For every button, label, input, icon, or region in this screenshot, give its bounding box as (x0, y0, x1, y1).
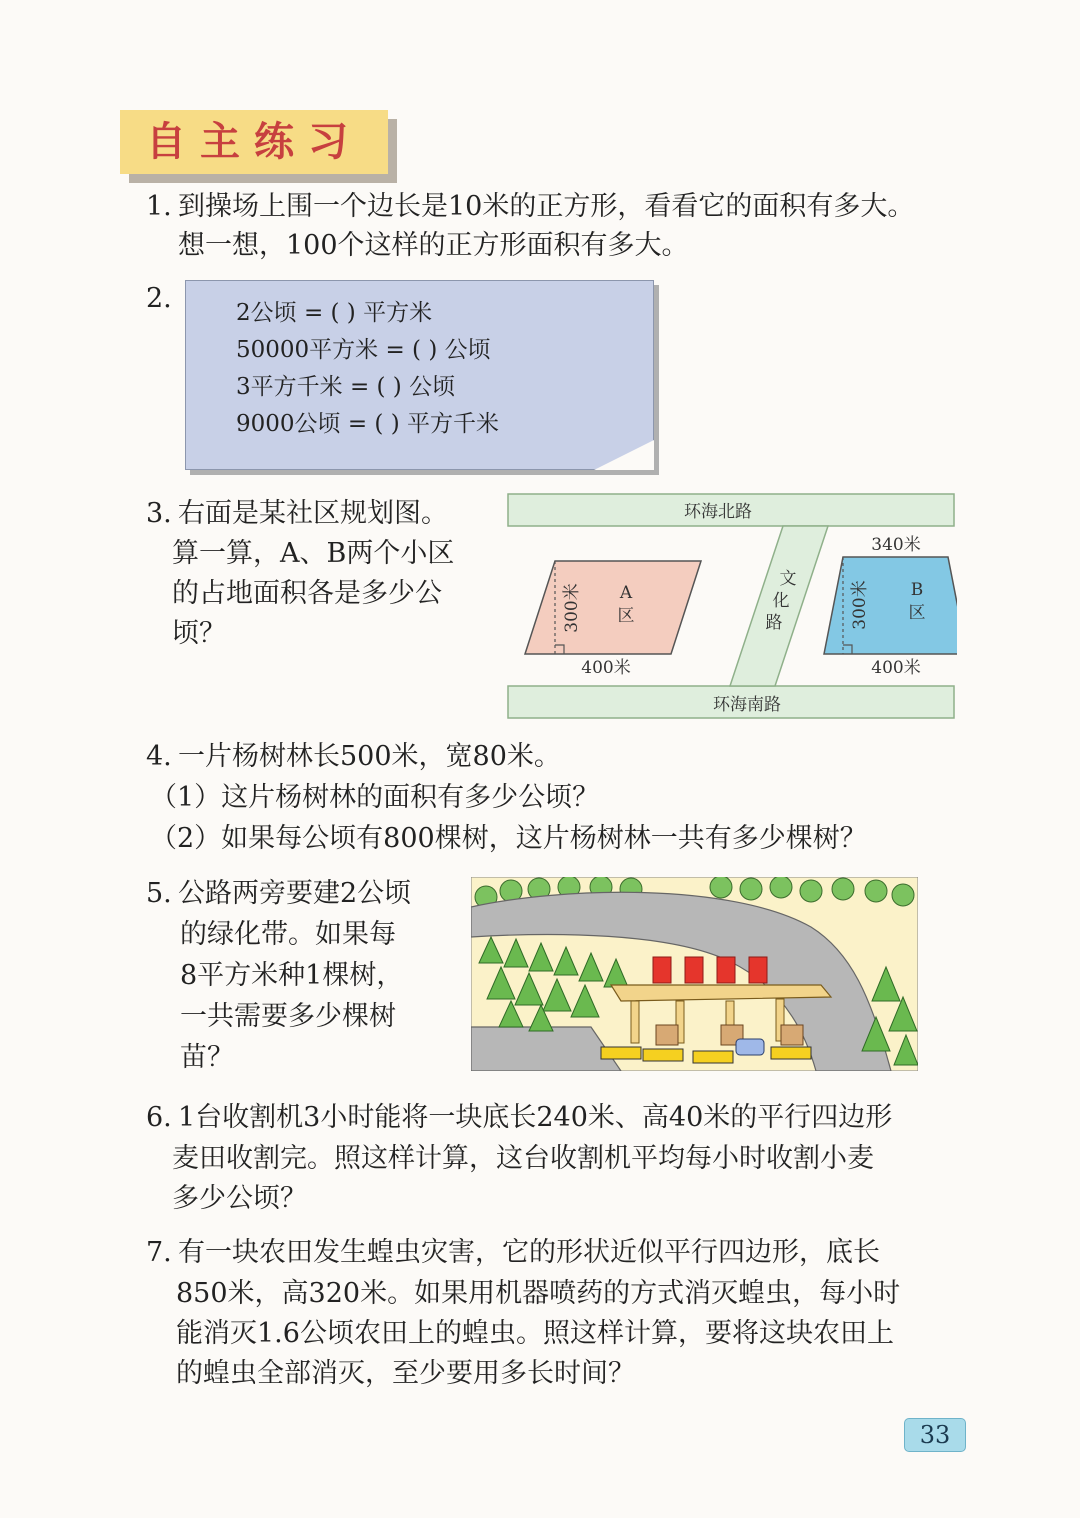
south-road-label: 环海南路 (713, 695, 781, 715)
q4-number: 4. (146, 741, 172, 772)
q4-line-2: （1）这片杨树林的面积有多少公顷？ (150, 782, 600, 813)
zone-b-base-label: 400米 (871, 658, 921, 678)
section-title-banner (120, 110, 388, 174)
q5-line-2: 的绿化带。如果每 (180, 919, 396, 950)
q5-line-3: 8平方米种1棵树， (180, 960, 404, 991)
q6-line-1: 1台收割机3小时能将一块底长240米、高40米的平行四边形 (178, 1102, 893, 1133)
q7-line-2: 850米，高320米。如果用机器喷药的方式消灭蝗虫，每小时 (176, 1278, 901, 1309)
q6-line-2: 麦田收割完。照这样计算，这台收割机平均每小时收割小麦 (172, 1143, 874, 1174)
q6-line-3: 多少公顷？ (172, 1183, 307, 1214)
q4-line-1: 一片杨树林长500米，宽80米。 (178, 741, 561, 772)
q7-line-4: 的蝗虫全部消灭，至少要用多长时间？ (176, 1358, 635, 1389)
q3-line-3: 的占地面积各是多少公 (172, 578, 442, 609)
q3-line-1: 右面是某社区规划图。 (178, 498, 448, 529)
q5-line-4: 一共需要多少棵树 (180, 1001, 396, 1032)
zone-a-base-label: 400米 (581, 658, 631, 678)
page-curl-corner (594, 440, 654, 470)
q2-exercise-card (185, 280, 654, 470)
q2-line-3: 3平方千米 = ( ) 公顷 (236, 374, 456, 400)
q7-number: 7. (146, 1237, 172, 1268)
q5-line-5: 苗？ (180, 1042, 234, 1073)
q2-line-4: 9000公顷 = ( ) 平方千米 (236, 411, 499, 437)
zone-b-top-label: 340米 (871, 535, 921, 555)
q4-line-3: （2）如果每公顷有800棵树，这片杨树林一共有多少棵树？ (150, 823, 867, 854)
q2-number: 2. (146, 283, 172, 314)
q2-line-1: 2公顷 = ( ) 平方米 (236, 300, 433, 326)
q3-line-4: 顷？ (172, 618, 226, 649)
middle-road-char-2: 化 (772, 591, 790, 611)
zone-a-label-char: 区 (617, 606, 635, 626)
q1-number: 1. (146, 191, 172, 222)
north-road-label: 环海北路 (684, 502, 752, 522)
q7-line-1: 有一块农田发生蝗虫灾害，它的形状近似平行四边形，底长 (178, 1237, 880, 1268)
community-plan-map (505, 490, 957, 722)
zone-b-trapezoid (824, 557, 957, 654)
q3-number: 3. (146, 498, 172, 529)
zone-a-parallelogram (525, 561, 701, 654)
q5-line-1: 公路两旁要建2公顷 (178, 878, 412, 909)
q3-line-2: 算一算，A、B两个小区 (172, 538, 455, 569)
q2-line-2: 50000平方米 = ( ) 公顷 (236, 337, 491, 363)
q7-line-3: 能消灭1.6公顷农田上的蝗虫。照这样计算，要将这块农田上 (176, 1318, 894, 1349)
page-number: 33 (904, 1418, 966, 1452)
middle-road-char-1: 文 (779, 569, 797, 589)
zone-b-label-char: 区 (908, 603, 926, 623)
zone-b-label-letter: B (910, 580, 924, 600)
zone-a-label-letter: A (619, 583, 633, 603)
q1-line-2: 想一想，100个这样的正方形面积有多大。 (178, 230, 689, 261)
section-title: 自主练习 (146, 119, 362, 165)
zone-a-height-label: 300米 (562, 583, 582, 633)
q6-number: 6. (146, 1102, 172, 1133)
q1-line-1: 到操场上围一个边长是10米的正方形，看看它的面积有多大。 (178, 191, 915, 222)
zone-b-height-label: 300米 (850, 580, 870, 630)
toll-station-illustration (471, 877, 918, 1071)
q5-number: 5. (146, 878, 172, 909)
middle-road-char-3: 路 (765, 613, 783, 633)
